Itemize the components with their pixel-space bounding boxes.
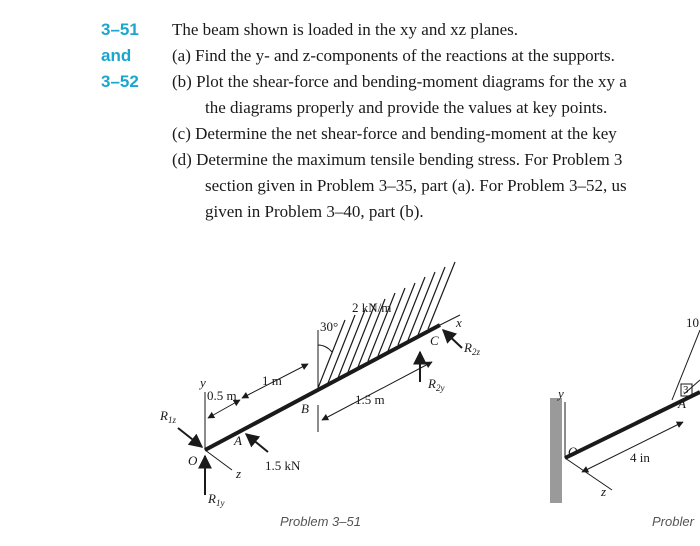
fig2-dim-4in-label: 4 in — [630, 450, 650, 465]
dim-15m-label: 1.5 m — [355, 392, 385, 407]
problem-line: (b) Plot the shear-force and bending-moment diagrams for the xy a — [172, 72, 627, 91]
figure-3-52-labels — [556, 315, 699, 499]
figure-caption-partial: Probler — [652, 514, 694, 529]
problem-conjunction: and — [101, 46, 132, 65]
reaction-r1z-label: $R_{1z}$ — [160, 408, 176, 425]
distributed-load — [318, 262, 455, 388]
problem-number-a: 3–51 — [101, 20, 139, 39]
reaction-r1z-arrow — [178, 428, 202, 447]
axis-y-label: y — [200, 375, 206, 390]
problem-line: given in Problem 3–40, part (b). — [205, 202, 424, 221]
z-axis — [205, 450, 232, 470]
reaction-r2z-arrow — [443, 330, 462, 348]
fig2-value-3-label: 3 — [683, 384, 689, 396]
figure-caption: Problem 3–51 — [280, 514, 361, 529]
angle-arc — [318, 345, 332, 352]
dim-05m-label: 0.5 m — [207, 388, 237, 403]
angle-label: 30° — [320, 319, 339, 334]
axis-x-label: x — [456, 315, 462, 330]
force-label: 1.5 kN — [265, 458, 301, 473]
dim-line-15m — [322, 362, 432, 420]
problem-line: (d) Determine the maximum tensile bending stress. For Problem 3 — [172, 150, 623, 169]
axis-z-label: z — [236, 466, 242, 481]
fig2-point-o-label: O — [568, 444, 578, 459]
fig2-point-a-label: A — [678, 396, 686, 411]
fig2-value-10-label: 10 — [686, 315, 699, 330]
point-a-label: A — [234, 433, 242, 448]
point-c-label: C — [430, 333, 439, 348]
reaction-r2z-label: $R_{2z}$ — [464, 340, 480, 357]
problem-line: the diagrams properly and provide the values at key points. — [205, 98, 608, 117]
problem-line: (a) Find the y- and z-components of the reactions at the supports. — [172, 46, 615, 65]
reaction-r2y-label: $R_{2y}$ — [428, 376, 445, 393]
wall — [550, 398, 562, 503]
problem-number-b: 3–52 — [101, 72, 139, 91]
fig2-axis-z-label: z — [601, 484, 607, 499]
distributed-load-label: 2 kN/m — [352, 300, 392, 315]
problem-line: section given in Problem 3–35, part (a). For Problem 3–52, us — [205, 176, 627, 195]
beam — [205, 325, 440, 450]
problem-line: The beam shown is loaded in the xy and xz planes. — [172, 20, 519, 39]
figure-3-51 — [178, 262, 462, 495]
point-b-label: B — [301, 401, 309, 416]
dim-1m-label: 1 m — [262, 373, 282, 388]
fig2-axis-y-label: y — [558, 386, 564, 401]
point-o-label: O — [188, 453, 198, 468]
force-1-5kn-arrow — [246, 434, 268, 452]
figure-3-52-partial — [550, 330, 700, 503]
reaction-r1y-label: $R_{1y}$ — [208, 491, 225, 508]
problem-line: (c) Determine the net shear-force and bending-moment at the key — [172, 124, 617, 143]
